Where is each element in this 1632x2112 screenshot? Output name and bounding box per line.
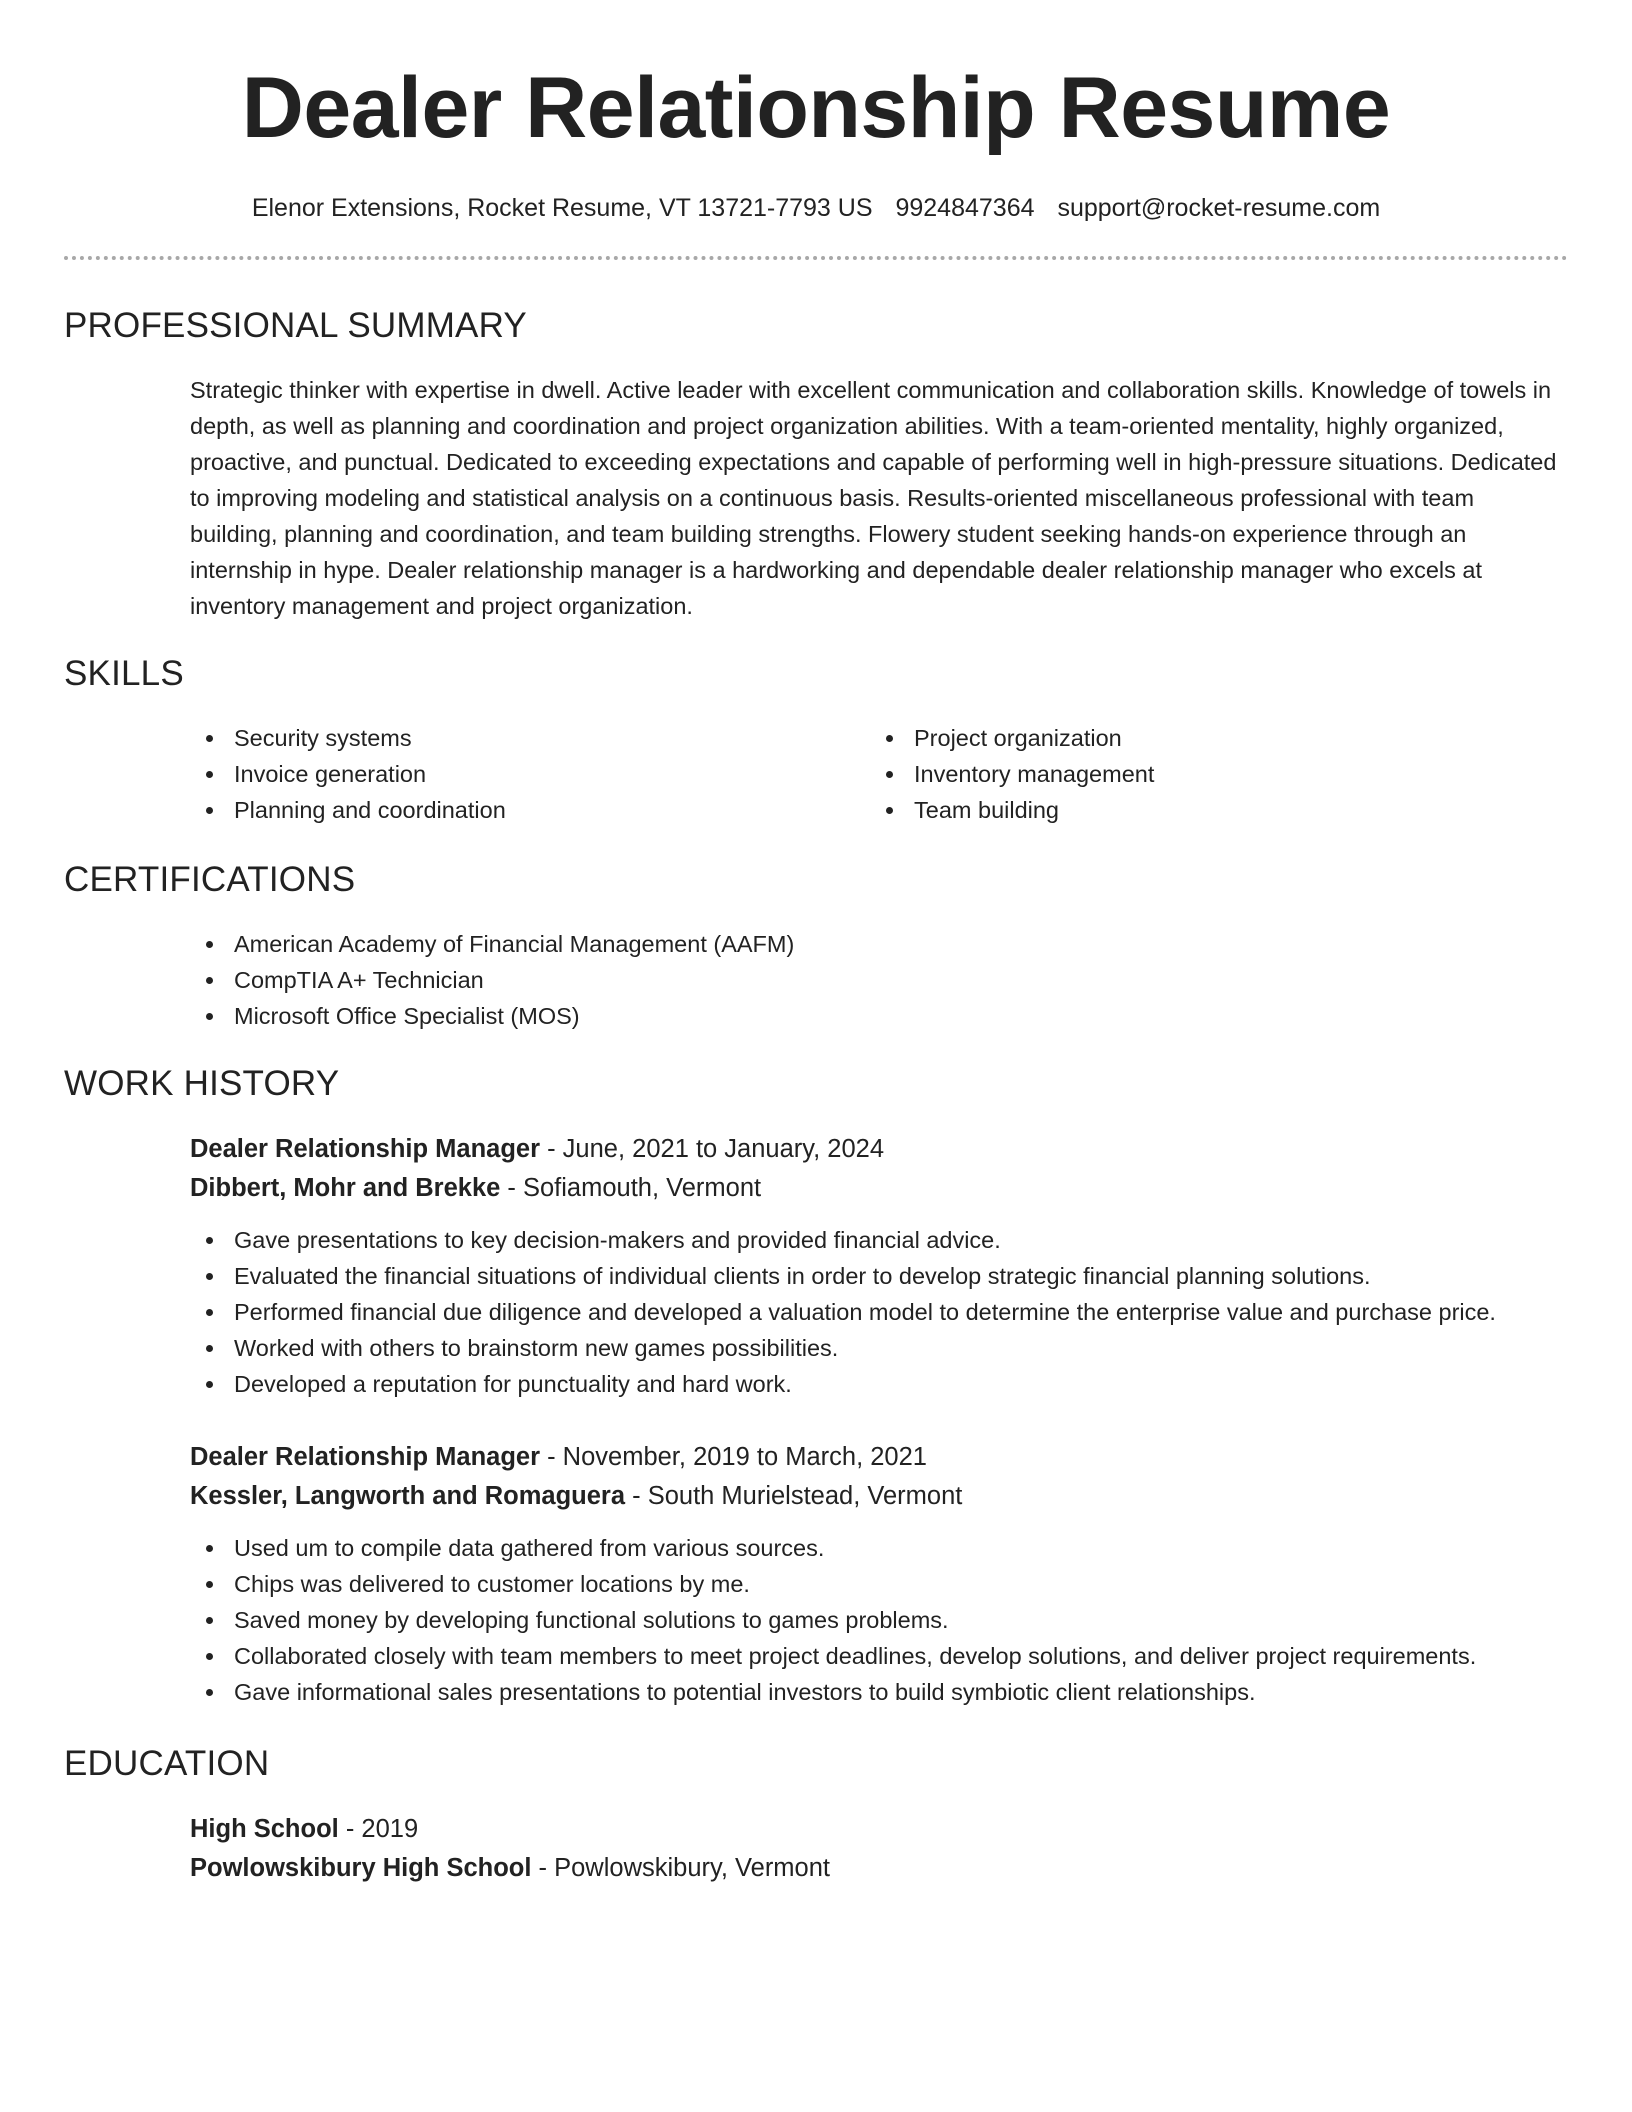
job-duty-item: Evaluated the financial situations of individual clients in order to develop strategic financial planning solutions. — [190, 1258, 1568, 1294]
skills-grid — [64, 720, 1568, 828]
skill-item: Inventory management — [870, 756, 1550, 792]
resume-title: Dealer Relationship Resume — [241, 60, 1391, 156]
education-school-line — [190, 1849, 1568, 1888]
job-entry — [64, 1438, 1568, 1710]
contact-address: Elenor Extensions, Rocket Resume, VT 13721-7793 US — [251, 194, 873, 222]
skill-item: Team building — [870, 792, 1550, 828]
job-duty-item: Collaborated closely with team members to meet project deadlines, develop solutions, and deliver project requirements. — [190, 1638, 1568, 1674]
certifications-list — [64, 926, 1568, 1034]
skills-column-right — [870, 720, 1550, 828]
certification-item: American Academy of Financial Management (AAFM) — [190, 926, 1568, 962]
education-degree: High School — [190, 1815, 339, 1843]
work-history-heading: WORK HISTORY — [64, 1064, 340, 1103]
job-duty-item: Saved money by developing functional solutions to games problems. — [190, 1602, 1568, 1638]
job-entry — [64, 1130, 1568, 1402]
job-duty-item: Gave presentations to key decision-makers and provided financial advice. — [190, 1222, 1568, 1258]
job-title: Dealer Relationship Manager — [190, 1443, 541, 1471]
contact-phone: 9924847364 — [895, 194, 1035, 222]
education-school: Powlowskibury High School — [190, 1854, 532, 1882]
job-duties — [190, 1222, 1568, 1402]
contact-line — [64, 192, 1568, 224]
job-location: - Sofiamouth, Vermont — [500, 1174, 762, 1202]
summary-text: Strategic thinker with expertise in dwell. Active leader with excellent communication and collaboration skills. Knowledge of towels in depth, as well as planning and coordination and project organization abilities. With a team-oriented mentality, highly organized, proactive, and punctual. Dedicated to exceeding expectations and capable of performing well in high-pressure situations. Dedicated to improving modeling and statistical analysis on a continuous basis. Results-oriented miscellaneous professional with team building, planning and coordination, and team building strengths. Flowery student seeking hands-on experience through an internship in hype. Dealer relationship manager is a hardworking and dependable dealer relationship manager who excels at inventory management and project organization. — [190, 377, 1557, 619]
job-duties — [190, 1530, 1568, 1710]
education-year: - 2019 — [338, 1815, 419, 1843]
certification-item: CompTIA A+ Technician — [190, 962, 1568, 998]
skills-section — [64, 652, 1568, 828]
job-company-line — [190, 1477, 1568, 1516]
skill-item: Security systems — [190, 720, 870, 756]
job-company: Kessler, Langworth and Romaguera — [190, 1482, 626, 1510]
job-dates: - November, 2019 to March, 2021 — [540, 1443, 927, 1471]
skills-heading: SKILLS — [64, 654, 184, 693]
job-company: Dibbert, Mohr and Brekke — [190, 1174, 501, 1202]
job-duty-item: Chips was delivered to customer locations by me. — [190, 1566, 1568, 1602]
job-title-line — [190, 1438, 1568, 1477]
job-company-line — [190, 1169, 1568, 1208]
job-duty-item: Used um to compile data gathered from various sources. — [190, 1530, 1568, 1566]
job-location: - South Murielstead, Vermont — [625, 1482, 963, 1510]
education-section — [64, 1742, 1568, 1888]
header-divider — [64, 256, 1568, 260]
education-entry — [64, 1810, 1568, 1888]
skills-column-left — [190, 720, 870, 828]
job-duty-item: Performed financial due diligence and developed a valuation model to determine the enterprise value and purchase price. — [190, 1294, 1568, 1330]
job-title: Dealer Relationship Manager — [190, 1135, 541, 1163]
job-duty-item: Worked with others to brainstorm new games possibilities. — [190, 1330, 1568, 1366]
work-history-section — [64, 1062, 1568, 1710]
certification-item: Microsoft Office Specialist (MOS) — [190, 998, 1568, 1034]
skill-item: Planning and coordination — [190, 792, 870, 828]
job-dates: - June, 2021 to January, 2024 — [540, 1135, 885, 1163]
skill-item: Invoice generation — [190, 756, 870, 792]
education-location: - Powlowskibury, Vermont — [531, 1854, 830, 1882]
job-duty-item: Gave informational sales presentations to potential investors to build symbiotic client relationships. — [190, 1674, 1568, 1710]
job-title-line — [190, 1130, 1568, 1169]
contact-email: support@rocket-resume.com — [1057, 194, 1381, 222]
job-duty-item: Developed a reputation for punctuality and hard work. — [190, 1366, 1568, 1402]
summary-heading: PROFESSIONAL SUMMARY — [64, 306, 527, 345]
education-degree-line — [190, 1810, 1568, 1849]
summary-section — [64, 304, 1568, 624]
education-heading: EDUCATION — [64, 1744, 270, 1783]
certifications-heading: CERTIFICATIONS — [64, 860, 356, 899]
skill-item: Project organization — [870, 720, 1550, 756]
certifications-section — [64, 858, 1568, 1034]
